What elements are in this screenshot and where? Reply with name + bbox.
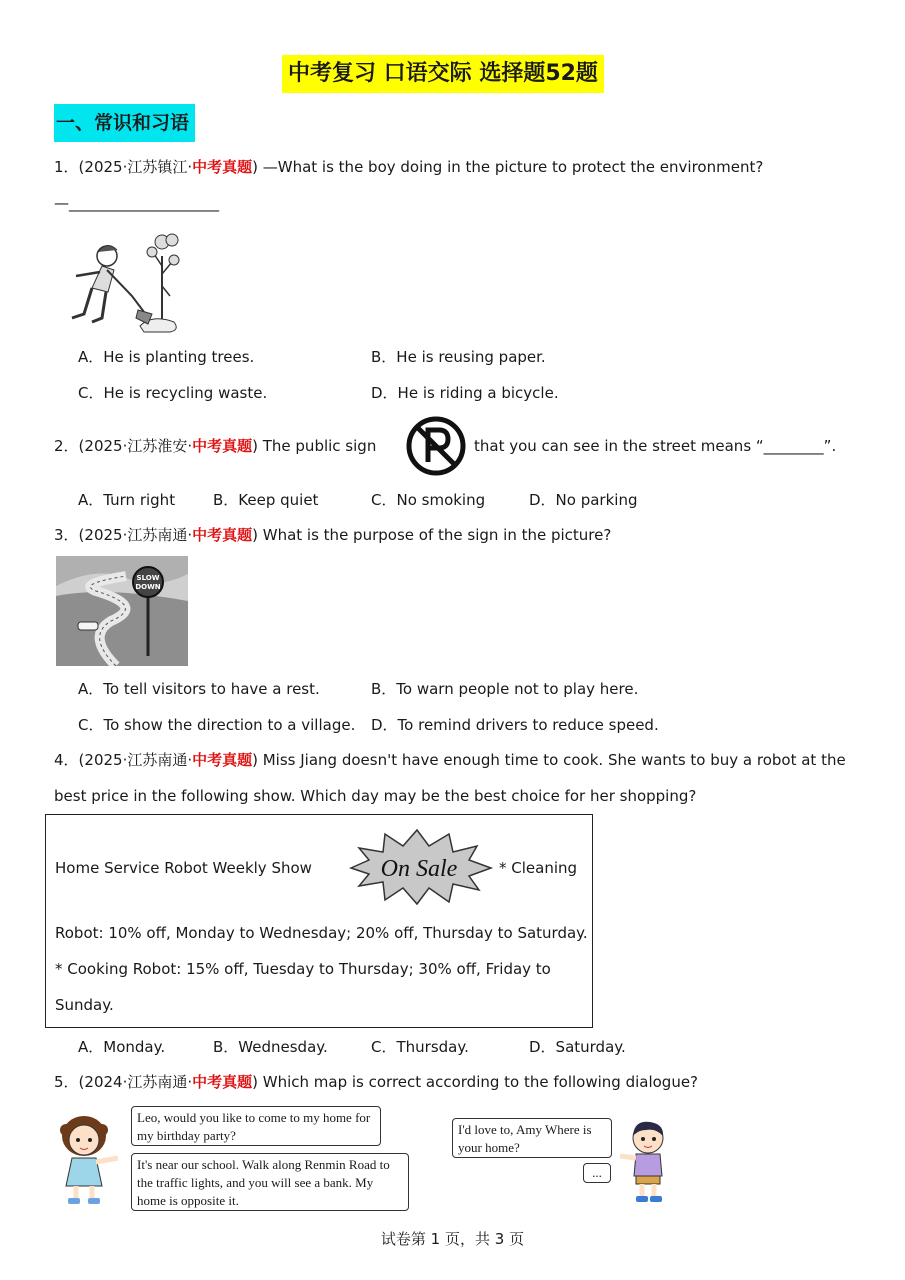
q4-option-b[interactable]: B．Wednesday. <box>213 1038 328 1056</box>
slow-down-road-image <box>56 556 188 666</box>
speech-bubble-amy-1: Leo, would you like to come to my home for my birthday party? <box>131 1106 381 1146</box>
speech-bubble-leo: I'd love to, Amy Where is your home? <box>452 1118 612 1158</box>
question-5-tag: 中考真题 <box>192 1073 253 1091</box>
q1-option-c[interactable]: C．He is recycling waste. <box>78 384 268 402</box>
boy-leo-illustration <box>616 1118 678 1206</box>
box-heading: Home Service Robot Weekly Show <box>55 859 312 877</box>
q1-option-d[interactable]: D．He is riding a bicycle. <box>371 384 559 402</box>
box-line4: Sunday. <box>55 996 114 1014</box>
q1-option-a[interactable]: A．He is planting trees. <box>78 348 255 366</box>
on-sale-text: On Sale <box>380 856 458 882</box>
question-3-tag: 中考真题 <box>192 526 253 544</box>
q2-option-b[interactable]: B．Keep quiet <box>213 491 319 509</box>
question-3 <box>54 525 611 545</box>
speech-bubble-ellipsis: ... <box>583 1163 611 1183</box>
q3-option-a[interactable]: A．To tell visitors to have a rest. <box>78 680 320 698</box>
question-5-text: ) Which map is correct according to the following dialogue? <box>252 1073 699 1091</box>
question-5 <box>54 1072 698 1092</box>
box-line2: Robot: 10% off, Monday to Wednesday; 20% off, Thursday to Saturday. <box>55 924 588 942</box>
on-sale-burst-icon <box>345 828 495 906</box>
boy-planting-tree-image <box>62 226 187 338</box>
question-1 <box>54 157 763 177</box>
no-parking-sign-icon <box>406 416 466 476</box>
question-2-source: 2．(2025·江苏淮安· <box>54 437 193 455</box>
question-1-answer-blank: —____________________ <box>54 194 219 212</box>
question-4-text-1: ) Miss Jiang doesn't have enough time to cook. She wants to buy a robot at the <box>252 751 846 769</box>
robot-show-box <box>45 814 593 1028</box>
q3-option-c[interactable]: C．To show the direction to a village. <box>78 716 356 734</box>
question-2-text-b: that you can see in the street means “________”. <box>474 437 837 455</box>
question-1-source: 1．(2025·江苏镇江· <box>54 158 193 176</box>
speech-bubble-amy-2: It's near our school. Walk along Renmin Road to the traffic lights, and you will see a bank. My home is opposite it. <box>131 1153 409 1211</box>
box-line3: * Cooking Robot: 15% off, Tuesday to Thursday; 30% off, Friday to <box>55 960 551 978</box>
question-3-source: 3．(2025·江苏南通· <box>54 526 193 544</box>
q4-option-c[interactable]: C．Thursday. <box>371 1038 469 1056</box>
question-4-text-2: best price in the following show. Which day may be the best choice for her shopping? <box>54 787 697 805</box>
page-title: 中考复习 口语交际 选择题52题 <box>282 55 604 93</box>
question-1-tag: 中考真题 <box>192 158 253 176</box>
girl-amy-illustration <box>54 1112 126 1208</box>
q3-option-b[interactable]: B．To warn people not to play here. <box>371 680 639 698</box>
question-2-text-a: ) The public sign <box>252 437 377 455</box>
q2-option-d[interactable]: D．No parking <box>529 491 638 509</box>
question-4 <box>54 750 846 770</box>
q2-option-a[interactable]: A．Turn right <box>78 491 176 509</box>
question-4-tag: 中考真题 <box>192 751 253 769</box>
question-4-source: 4．(2025·江苏南通· <box>54 751 193 769</box>
q2-option-c[interactable]: C．No smoking <box>371 491 486 509</box>
q4-option-a[interactable]: A．Monday. <box>78 1038 166 1056</box>
sign-text-down: DOWN <box>135 583 161 591</box>
box-line1-end: * Cleaning <box>499 859 578 877</box>
question-2-tag: 中考真题 <box>192 437 253 455</box>
q4-option-d[interactable]: D．Saturday. <box>529 1038 626 1056</box>
sign-text-slow: SLOW <box>136 574 160 582</box>
question-1-text: ) —What is the boy doing in the picture to protect the environment? <box>252 158 764 176</box>
question-5-source: 5．(2024·江苏南通· <box>54 1073 193 1091</box>
page-footer: 试卷第 1 页，共 3 页 <box>380 1230 525 1248</box>
section-heading: 一、常识和习语 <box>54 104 195 142</box>
question-2 <box>54 436 376 456</box>
q3-option-d[interactable]: D．To remind drivers to reduce speed. <box>371 716 659 734</box>
question-3-text: ) What is the purpose of the sign in the picture? <box>252 526 612 544</box>
q1-option-b[interactable]: B．He is reusing paper. <box>371 348 546 366</box>
